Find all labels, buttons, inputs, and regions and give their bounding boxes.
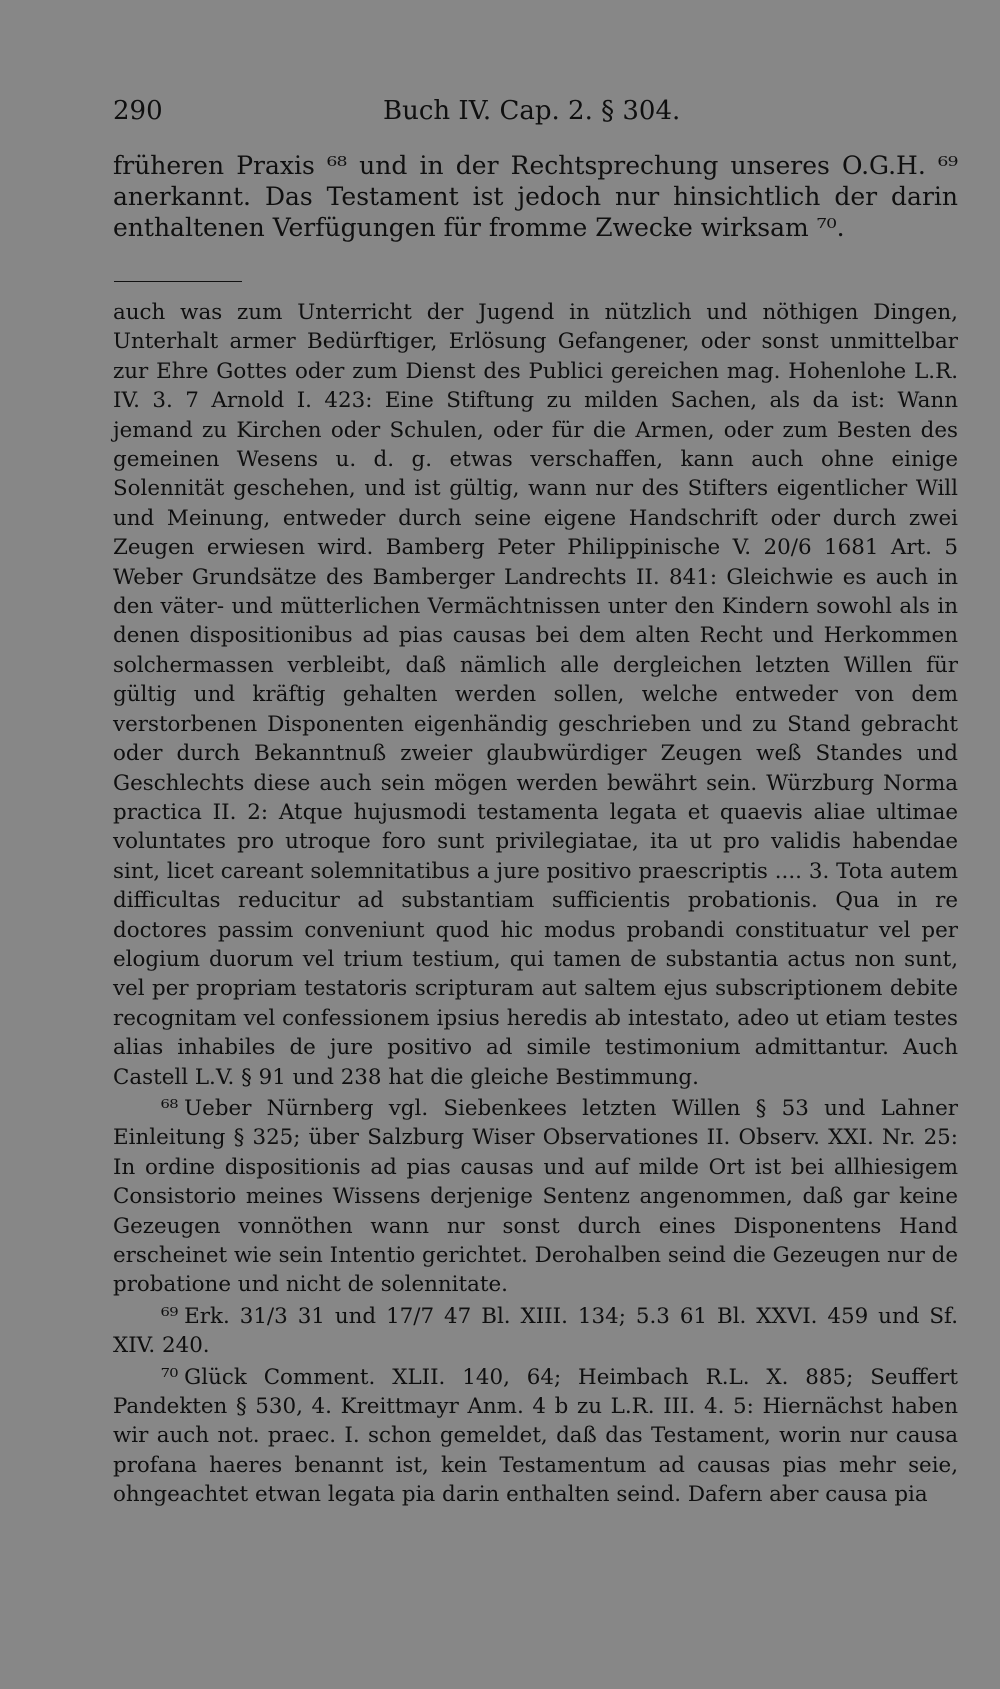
footnotes [113,298,958,1510]
footnote-separator [114,281,242,282]
footnote-68 [113,1094,958,1300]
footnote-70 [113,1363,958,1510]
footnote-text: Glück Comment. XLII. 140, 64; Heimbach R.L. X. 885; Seuffert Pandekten § 530, 4. Kreittmayr Anm. 4 b zu L.R. III. 4. 5: Hiernächst haben wir auch not. praec. I. schon gemeldet, daß das Testament, worin nur causa profana haeres benannt ist, kein Testamentum ad causas pias mehr seie, ohngeachtet etwan legata pia darin enthalten seind. Dafern aber causa pia [113,1364,958,1508]
page-number: 290 [113,96,163,126]
footnote-69 [113,1302,958,1361]
footnote-continuation: auch was zum Unterricht der Jugend in nützlich und nöthigen Dingen, Unterhalt armer Bedürftiger, Erlösung Gefangener, oder sonst unmittelbar zur Ehre Gottes oder zum Dienst des Publici gereichen mag. Hohenlohe L.R. IV. 3. 7 Arnold I. 423: Eine Stiftung zu milden Sachen, als da ist: Wann jemand zu Kirchen oder Schulen, oder für die Armen, oder zum Besten des gemeinen Wesens u. d. g. etwas verschaffen, kann auch ohne einige Solennität geschehen, und ist gültig, wann nur des Stifters eigentlicher Will und Meinung, entweder durch seine eigene Handschrift oder durch zwei Zeugen erwiesen wird. Bamberg Peter Philippinische V. 20/6 1681 Art. 5 Weber Grundsätze des Bamberger Landrechts II. 841: Gleichwie es auch in den väter- und mütterlichen Vermächtnissen unter den Kindern sowohl als in denen dispositionibus ad pias causas bei dem alten Recht und Herkommen solchermassen verbleibt, daß nämlich alle dergleichen letzten Willen für gültig und kräftig gehalten werden sollen, welche entweder von dem verstorbenen Disponenten eigenhändig geschrieben und zu Stand gebracht oder durch Bekanntnuß zweier glaubwürdiger Zeugen weß Standes und Geschlechts diese auch sein mögen werden bewährt sein. Würzburg Norma practica II. 2: Atque hujusmodi testamenta legata et quaevis aliae ultimae voluntates pro utroque foro sunt privilegiatae, ita ut pro validis habendae sint, licet careant solemnitatibus a jure positivo praescriptis .... 3. Tota autem difficultas reducitur ad substantiam sufficientis probationis. Qua in re doctores passim conveniunt quod hic modus probandi constituatur vel per elogium duorum vel trium testium, qui tamen de substantia actus non sunt, vel per propriam testatoris scripturam aut saltem ejus subscriptionem debite recognitam vel confessionem ipsius heredis ab intestato, adeo ut etiam testes alias inhabiles de jure positivo ad simile testimonium admittantur. Auch Castell L.V. § 91 und 238 hat die gleiche Bestimmung. [113,300,958,1090]
footnote-mark: ⁶⁸ [161,1095,179,1121]
footnote-mark: ⁷⁰ [161,1364,179,1390]
running-head: Buch IV. Cap. 2. § 304. [383,96,681,126]
footnote-mark: ⁶⁹ [161,1303,179,1329]
footnote-text: Ueber Nürnberg vgl. Siebenkees letzten Willen § 53 und Lahner Einleitung § 325; über Salzburg Wiser Observationes II. Observ. XXI. Nr. 25: In ordine dispositionis ad pias causas und auf milde Ort ist bei allhiesigem Consistorio meines Wissens derjenige Sentenz angenommen, daß gar keine Gezeugen vonnöthen wann nur sonst durch eines Disponentens Hand erscheinet wie sein Intentio gerichtet. Derohalben seind die Gezeugen nur de probatione und nicht de solennitate. [113,1095,958,1298]
main-paragraph: früheren Praxis ⁶⁸ und in der Rechtsprechung unseres O.G.H. ⁶⁹ anerkannt. Das Testament ist jedoch nur hinsichtlich der darin enthaltenen Verfügungen für fromme Zwecke wirksam ⁷⁰. [113,151,958,242]
main-text [113,150,958,243]
page-header [113,96,953,136]
footnote-text: Erk. 31/3 31 und 17/7 47 Bl. XIII. 134; 5.3 61 Bl. XXVI. 459 und Sf. XIV. 240. [113,1303,958,1359]
